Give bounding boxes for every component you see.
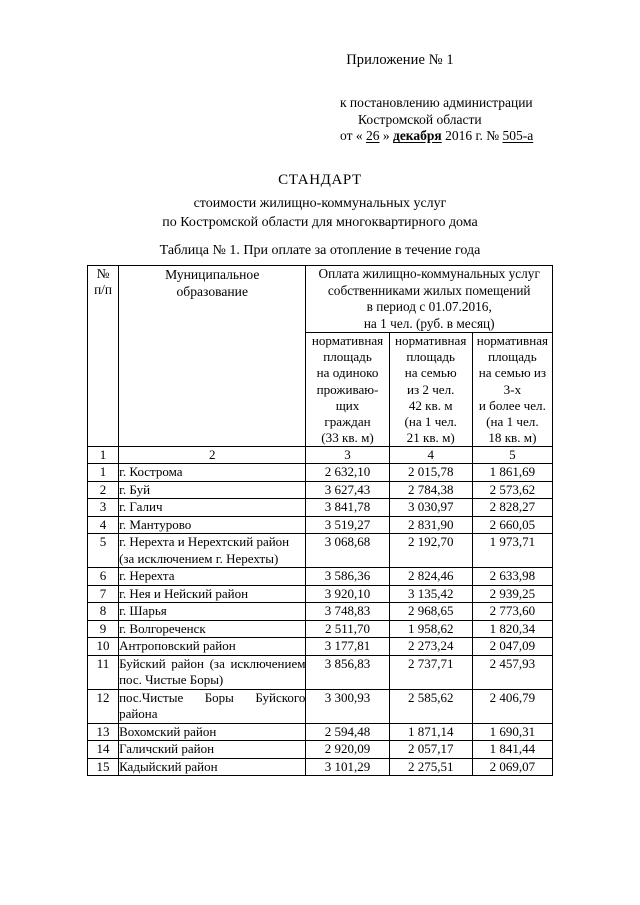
value-cell-2: 2 824,46 [389,568,472,586]
value-cell-1: 3 920,10 [306,585,389,603]
value-cell-3: 2 457,93 [472,655,552,689]
value-cell-3: 1 690,31 [472,723,552,741]
value-cell-2: 2 275,51 [389,758,472,776]
value-cell-1: 3 101,29 [306,758,389,776]
row-number: 9 [88,620,119,638]
value-cell-3: 2 773,60 [472,603,552,621]
subtitle-line-2: по Костромской области для многоквартирного дома [162,215,478,230]
reference-line-2: Костромской области [358,111,482,127]
family-two-line-1: нормативная [395,333,467,348]
value-cell-2: 2 784,38 [389,481,472,499]
value-cell-1: 3 627,43 [306,481,389,499]
row-number: 13 [88,723,119,741]
family-two-line-4: из 2 чел. [406,381,455,397]
value-cell-1: 3 748,83 [306,603,389,621]
row-number: 4 [88,516,119,534]
value-cell-3: 2 069,07 [472,758,552,776]
family-two-line-6: (на 1 чел. [404,414,457,430]
family-three-line-1: нормативная [476,333,549,348]
family-three-line-3: на семью из [478,365,547,381]
municipality-name: Кадыйский район [119,758,306,776]
column-header-number-line-1: № [96,266,110,281]
value-cell-1: 2 511,70 [306,620,389,638]
family-two-line-2: площадь [406,349,455,365]
row-number: 14 [88,741,119,759]
row-number: 11 [88,655,119,689]
value-cell-2: 2 192,70 [389,534,472,568]
table-row [88,516,553,534]
municipality-name: Вохомский район [119,723,306,741]
row-number: 12 [88,689,119,723]
table-header-row-group [88,266,553,333]
row-number: 2 [88,481,119,499]
value-cell-3: 1 841,44 [472,741,552,759]
value-cell-1: 2 594,48 [306,723,389,741]
value-cell-2: 2 015,78 [389,464,472,482]
column-header-municipality-line-2: образование [176,284,248,299]
value-cell-1: 3 586,36 [306,568,389,586]
table-row [88,603,553,621]
municipality-name: г. Мантурово [119,516,306,534]
value-cell-1: 3 300,93 [306,689,389,723]
value-cell-1: 3 841,78 [306,499,389,517]
value-cell-3: 2 047,09 [472,638,552,656]
table-row [88,620,553,638]
value-cell-2: 2 737,71 [389,655,472,689]
column-header-payment-group [306,266,553,333]
family-two-line-3: на семью [404,365,457,381]
row-number: 10 [88,638,119,656]
value-cell-3: 1 973,71 [472,534,552,568]
value-cell-2: 1 871,14 [389,723,472,741]
row-number: 6 [88,568,119,586]
row-number: 8 [88,603,119,621]
row-number: 1 [88,464,119,482]
municipality-name: г. Волгореченск [119,620,306,638]
page-subtitle [0,194,640,232]
page-title: СТАНДАРТ [278,172,362,188]
municipality-name: г. Нерехта и Нерехтский район (за исключением г. Нерехты) [119,534,306,568]
date-year: 2016 г. № [445,128,500,143]
value-cell-1: 2 632,10 [306,464,389,482]
value-cell-2: 2 057,17 [389,741,472,759]
payment-group-line-4: на 1 чел. (руб. в месяц) [363,315,495,331]
value-cell-2: 2 831,90 [389,516,472,534]
table-row [88,585,553,603]
date-month: декабря [392,128,442,143]
value-cell-3: 2 828,27 [472,499,552,517]
single-occupant-line-6: граждан [324,414,371,430]
column-index-4: 4 [389,447,472,464]
municipality-name: г. Галич [119,499,306,517]
value-cell-1: 3 177,81 [306,638,389,656]
single-occupant-line-1: нормативная [311,333,384,348]
family-three-line-2: площадь [488,349,537,365]
family-two-line-5: 42 кв. м [408,397,453,413]
value-cell-1: 3 068,68 [306,534,389,568]
standard-table-wrapper [87,265,553,776]
table-row [88,758,553,776]
value-cell-3: 1 861,69 [472,464,552,482]
value-cell-3: 2 939,25 [472,585,552,603]
value-cell-1: 3 519,27 [306,516,389,534]
column-header-municipality-line-1: Муниципальное [165,267,260,282]
municipality-name: пос.Чистые Боры Буйского района [119,689,306,722]
row-number: 7 [88,585,119,603]
table-row [88,689,553,723]
single-occupant-line-4: проживаю- [316,381,379,397]
row-number: 5 [88,534,119,568]
table-row [88,534,553,568]
date-day: 26 [365,128,380,143]
column-header-municipality [119,266,306,447]
municipality-name: Антроповский район [119,638,306,656]
family-three-line-4: 3-х [503,381,522,397]
column-index-3: 3 [306,447,389,464]
reference-line-1: к постановлению администрации [340,95,533,110]
subtitle-line-1: стоимости жилищно-коммунальных услуг [193,196,447,211]
value-cell-2: 2 273,24 [389,638,472,656]
standard-table [87,265,553,776]
date-mid: » [382,128,390,143]
municipality-name: г. Кострома [119,464,306,482]
column-header-single-occupant [306,333,389,447]
value-cell-3: 2 633,98 [472,568,552,586]
value-cell-2: 3 030,97 [389,499,472,517]
single-occupant-line-3: на одиноко [316,365,379,381]
table-row [88,481,553,499]
value-cell-3: 2 406,79 [472,689,552,723]
table-row [88,464,553,482]
column-index-2: 2 [119,447,306,464]
table-body [88,464,553,776]
column-header-number [88,266,119,447]
reference-date-line [340,128,600,145]
table-caption: Таблица № 1. При оплате за отопление в течение года [159,243,481,258]
value-cell-3: 2 573,62 [472,481,552,499]
value-cell-1: 3 856,83 [306,655,389,689]
municipality-name: г. Шарья [119,603,306,621]
single-occupant-line-5: щих [335,397,360,413]
family-three-line-5: и более чел. [478,397,546,413]
row-number: 15 [88,758,119,776]
table-row [88,568,553,586]
table-row [88,741,553,759]
municipality-name: г. Нея и Нейский район [119,585,306,603]
municipality-name: Буйский район (за исключением пос. Чистые Боры) [119,655,306,688]
family-three-line-6: (на 1 чел. [486,414,539,430]
family-three-line-7: 18 кв. м) [488,430,537,446]
date-prefix: от « [340,128,363,143]
value-cell-1: 2 920,09 [306,741,389,759]
value-cell-2: 2 968,65 [389,603,472,621]
column-index-1: 1 [88,447,119,464]
column-header-number-line-2: п/п [94,282,112,297]
single-occupant-line-7: (33 кв. м) [321,430,374,446]
column-header-family-of-two [389,333,472,447]
value-cell-2: 2 585,62 [389,689,472,723]
payment-group-line-3: в период с 01.07.2016, [366,299,492,314]
municipality-name: г. Нерехта [119,568,306,586]
table-row [88,638,553,656]
value-cell-2: 3 135,42 [389,585,472,603]
payment-group-line-2: собственниками жилых помещений [327,282,531,298]
table-row [88,499,553,517]
document-number: 505-а [502,128,534,143]
value-cell-3: 1 820,34 [472,620,552,638]
appendix-title: Приложение № 1 [346,52,454,68]
column-header-family-of-three-plus [472,333,552,447]
table-row [88,723,553,741]
table-row [88,655,553,689]
municipality-name: г. Буй [119,481,306,499]
column-index-5: 5 [472,447,552,464]
value-cell-2: 1 958,62 [389,620,472,638]
payment-group-line-1: Оплата жилищно-коммунальных услуг [318,266,540,281]
single-occupant-line-2: площадь [323,349,372,365]
municipality-name: Галичский район [119,741,306,759]
family-two-line-7: 21 кв. м) [406,430,455,446]
table-column-number-row [88,447,553,464]
value-cell-3: 2 660,05 [472,516,552,534]
row-number: 3 [88,499,119,517]
reference-block [340,95,600,145]
